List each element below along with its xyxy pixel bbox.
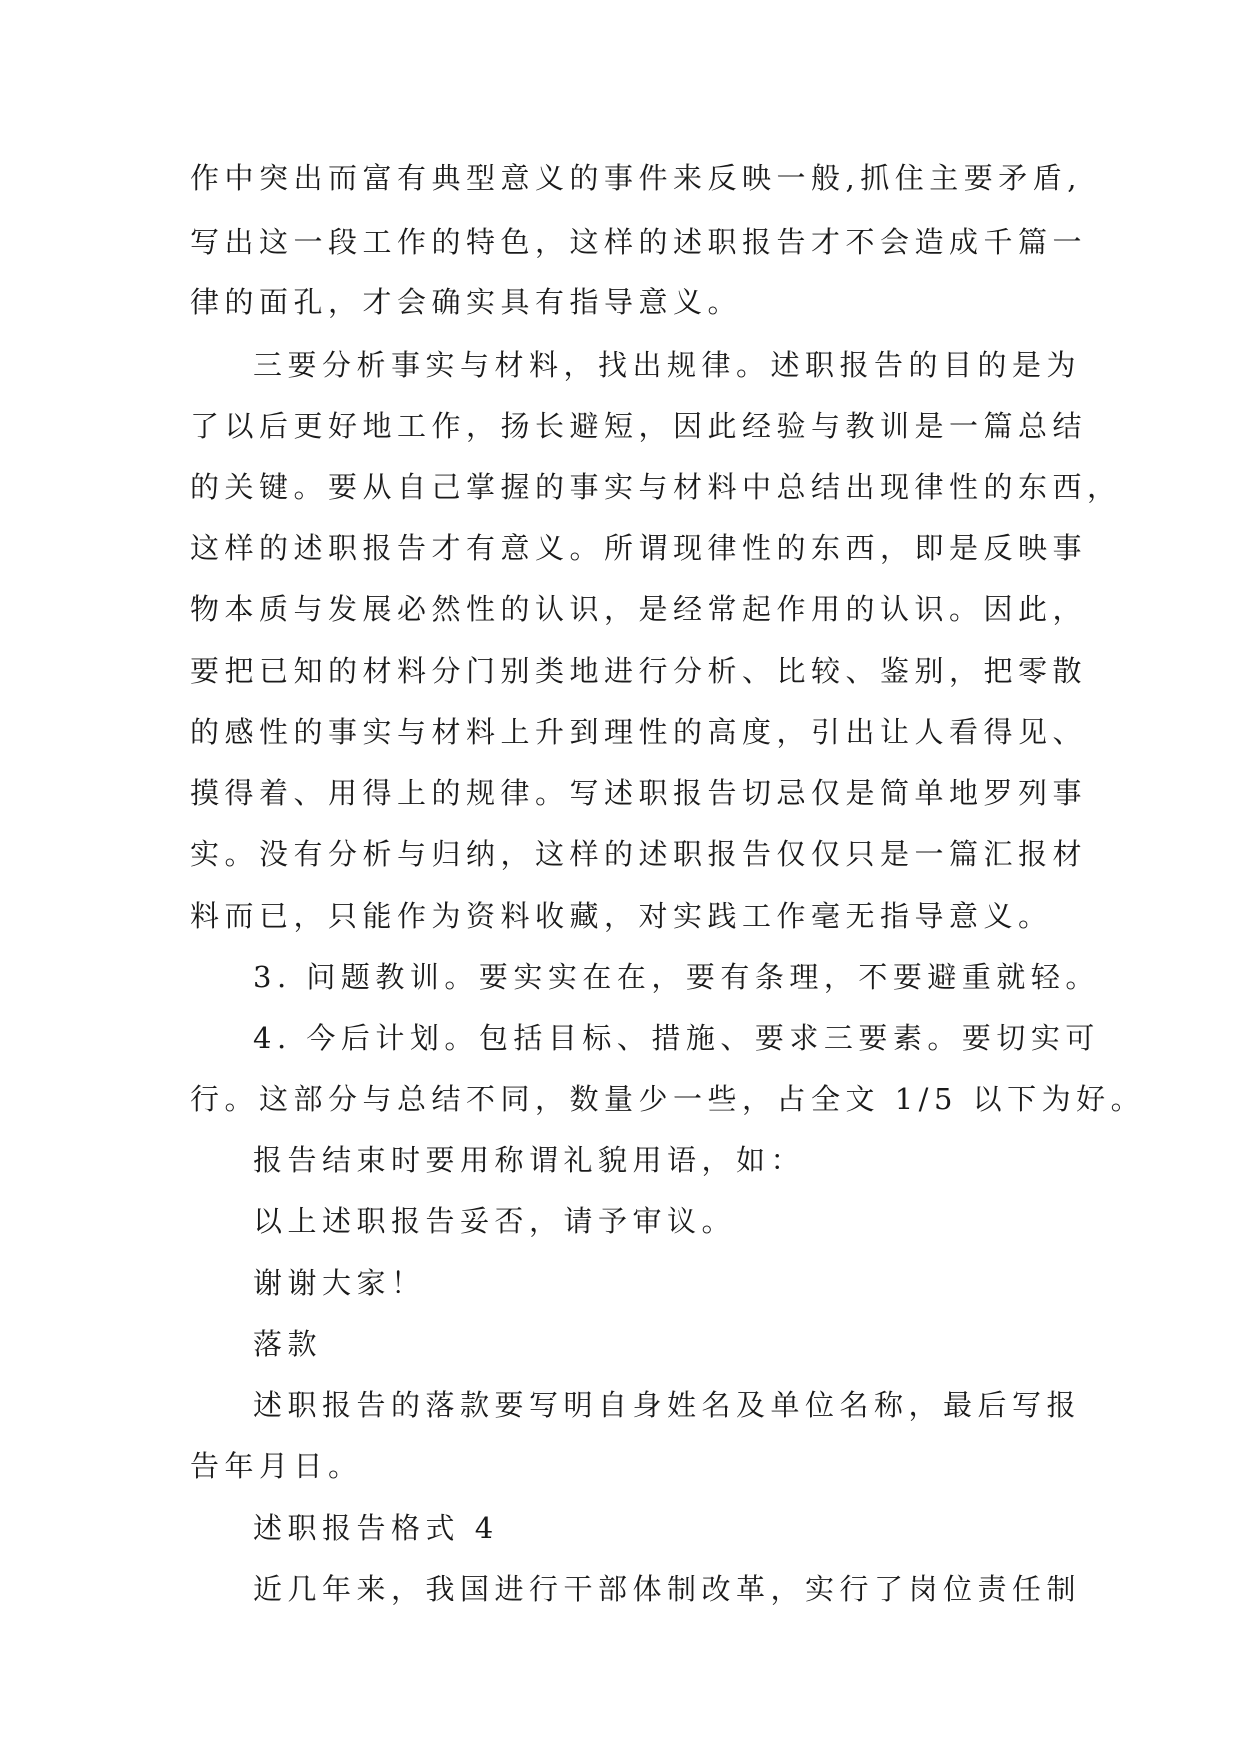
text-line: 落款 [253,1327,323,1361]
text-line: 报告结束时要用称谓礼貌用语，如： [253,1143,806,1177]
text-line: 告年月日。 [190,1449,363,1483]
text-line: 近几年来，我国进行干部体制改革，实行了岗位责任制 [253,1572,1082,1606]
text-line: 述职报告的落款要写明自身姓名及单位名称，最后写报 [253,1388,1082,1422]
text-line: 摸得着、用得上的规律。写述职报告切忌仅是简单地罗列事 [190,776,1088,810]
text-line: 行。这部分与总结不同，数量少一些，占全文 1/5 以下为好。 [190,1082,1146,1116]
text-line: 作中突出而富有典型意义的事件来反映一般,抓住主要矛盾, [190,161,1082,195]
text-line: 物本质与发展必然性的认识，是经常起作用的认识。因此， [190,592,1088,626]
text-line: 要把已知的材料分门别类地进行分析、比较、鉴别，把零散 [190,654,1088,688]
text-line: 的关键。要从自己掌握的事实与材料中总结出现律性的东西， [190,470,1122,504]
text-line: 4. 今后计划。包括目标、措施、要求三要素。要切实可 [253,1021,1100,1055]
text-line: 谢谢大家！ [253,1266,426,1300]
text-line: 这样的述职报告才有意义。所谓现律性的东西，即是反映事 [190,531,1088,565]
text-line: 了以后更好地工作，扬长避短，因此经验与教训是一篇总结 [190,409,1088,443]
text-line: 料而已，只能作为资料收藏，对实践工作毫无指导意义。 [190,899,1053,933]
text-line: 3. 问题教训。要实实在在，要有条理，不要避重就轻。 [253,960,1100,994]
text-line: 写出这一段工作的特色，这样的述职报告才不会造成千篇一 [190,225,1088,259]
text-line: 实。没有分析与归纳，这样的述职报告仅仅只是一篇汇报材 [190,837,1088,871]
text-line: 的感性的事实与材料上升到理性的高度，引出让人看得见、 [190,715,1088,749]
text-line: 三要分析事实与材料，找出规律。述职报告的目的是为 [253,348,1082,382]
text-line: 律的面孔，才会确实具有指导意义。 [190,285,743,319]
text-line: 以上述职报告妥否，请予审议。 [253,1204,737,1238]
section-heading: 述职报告格式 4 [253,1511,499,1545]
